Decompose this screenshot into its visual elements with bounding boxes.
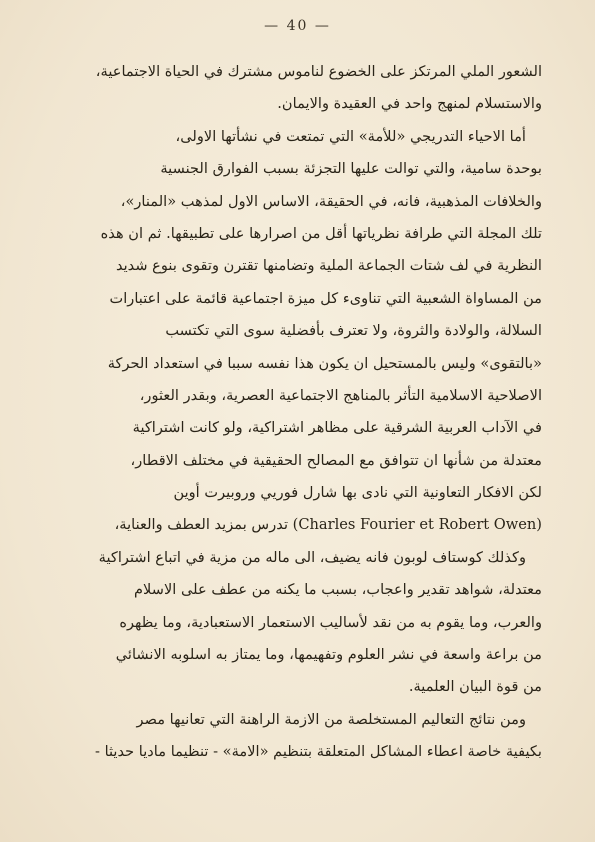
text-line: والاستسلام لمنهج واحد في العقيدة والايمان. <box>277 95 542 113</box>
text-line: وكذلك كوستاف لوبون فانه يضيف، الى ماله من مزية في اتباع اشتراكية <box>98 548 526 566</box>
text-line: معتدلة، شواهد تقدير واعجاب، بسبب ما يكنه من عطف على الاسلام <box>133 581 542 599</box>
text-line: من قوة البيان العلمية. <box>408 678 542 696</box>
text-line: والعرب، وما يقوم به من نقد لأساليب الاستعمار الاستعبادية، وما يظهره <box>119 613 542 631</box>
text-line: من براعة واسعة في نشر العلوم وتفهيمها، وما يمتاز به اسلوبه الانشائي <box>115 646 542 664</box>
text-line: النظرية في لف شتات الجماعة الملية وتضامنها تقترن وتقوى بنوع شديد <box>115 257 542 275</box>
text-line: الاصلاحية الاسلامية التأثر بالمناهج الاجتماعية العصرية، وبقدر العثور، <box>139 386 542 404</box>
text-line: (Charles Fourier et Robert Owen) تدرس بمزيد العطف والعناية، <box>114 516 542 534</box>
text-line: الشعور الملي المرتكز على الخضوع لناموس مشترك في الحياة الاجتماعية، <box>95 63 542 80</box>
page-number: — 40 — <box>264 18 331 34</box>
body-text <box>72 56 542 769</box>
text-line: في الآداب العربية الشرقية على مظاهر اشتراكية، ولو كانت اشتراكية <box>132 419 542 437</box>
text-line: من المساواة الشعبية التي تناوىء كل ميزة اجتماعية قائمة على اعتبارات <box>109 289 542 307</box>
text-line: بوحدة سامية، والتي توالت عليها التجزئة بسبب الفوارق الجنسية <box>160 160 542 178</box>
text-line: والخلافات المذهبية، فانه، في الحقيقة، الاساس الاول لمذهب «المنار»، <box>120 192 542 210</box>
text-line: ومن نتائج التعاليم المستخلصة من الازمة الراهنة التي تعانيها مصر <box>136 710 526 728</box>
text-line: السلالة، والولادة والثروة، ولا تعترف بأفضلية سوى التي تكتسب <box>165 322 542 340</box>
text-line: أما الاحياء التدريجي «للأمة» التي تمتعت في نشأتها الاولى، <box>175 127 526 145</box>
text-line: بكيفية خاصة اعطاء المشاكل المتعلقة بتنظيم «الامة» - تنظيما ماديا حديثا - <box>95 743 542 761</box>
text-line: «بالتقوى» وليس بالمستحيل ان يكون هذا نفسه سببا في استعداد الحركة <box>107 354 542 372</box>
text-line: لكن الافكار التعاونية التي نادى بها شارل فوريي وروبيرت أوين <box>173 484 542 502</box>
text-line: تلك المجلة التي طرافة نظرياتها أقل من اصرارها على تطبيقها. ثم ان هذه <box>100 224 542 242</box>
text-line: معتدلة من شأنها ان تتوافق مع المصالح الحقيقية في مختلف الاقطار، <box>130 451 542 469</box>
